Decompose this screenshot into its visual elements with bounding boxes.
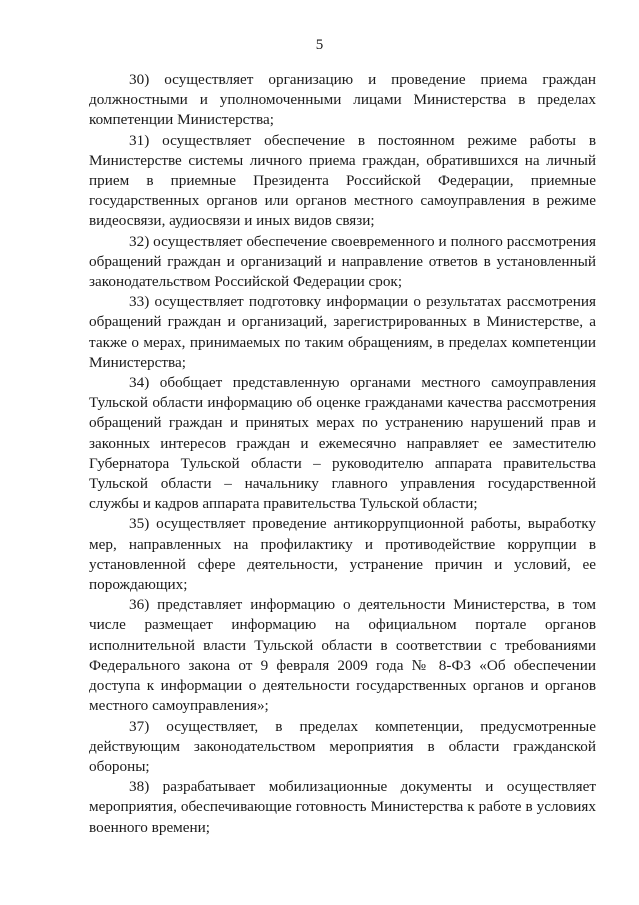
paragraph-item-32: 32) осуществляет обеспечение своевременного и полного рассмотрения обращений граждан и организаций и направление ответов в установленный законодательством Российской Федерации срок; [89,232,596,291]
paragraph-item-35: 35) осуществляет проведение антикоррупционной работы, выработку мер, направленных на профилактику и противодействие коррупции в установленной сфере деятельности, устранение причин и условий, ее порождающих; [89,515,596,594]
paragraph-item-37: 37) осуществляет, в пределах компетенции, предусмотренные действующим законодательством мероприятия в области гражданской обороны; [89,717,596,775]
page-number: 5 [315,37,324,53]
paragraph-item-34: 34) обобщает представленную органами местного самоуправления Тульской области информацию об оценке гражданами качества рассмотрения обращений граждан и принятых мерах по устранению нарушений прав и законных интересов граждан и ежемесячно направляет ее заместителю Губернатора Тульской области – руководителю аппарата правительства Тульской области – начальнику главного управления государственной службы и кадров аппарата правительства Тульской области; [89,374,596,513]
paragraph-item-33: 33) осуществляет подготовку информации о результатах рассмотрения обращений граждан и организаций, зарегистрированных в Министерстве, а также о мерах, принимаемых по таким обращениям, в пределах компетенции Министерства; [89,293,596,371]
paragraph-item-38: 38) разрабатывает мобилизационные документы и осуществляет мероприятия, обеспечивающие готовность Министерства к работе в условиях военного времени; [89,778,596,836]
document-body [89,70,596,838]
paragraph-item-31: 31) осуществляет обеспечение в постоянном режиме работы в Министерстве системы личного приема граждан, обратившихся на личный прием в приемные Президента Российской Федерации, приемные государственных органов или органов местного самоуправления в режиме видеосвязи, аудиосвязи и иных видов связи; [89,131,596,230]
paragraph-item-30: 30) осуществляет организацию и проведение приема граждан должностными и уполномоченными лицами Министерства в пределах компетенции Министерства; [89,71,596,129]
paragraph-item-36: 36) представляет информацию о деятельности Министерства, в том числе размещает информацию на официальном портале органов исполнительной власти Тульской области в соответствии с требованиями Федерального закона от 9 февраля 2009 года № 8-ФЗ «Об обеспечении доступа к информации о деятельности государственных органов и органов местного самоуправления»; [89,596,596,715]
